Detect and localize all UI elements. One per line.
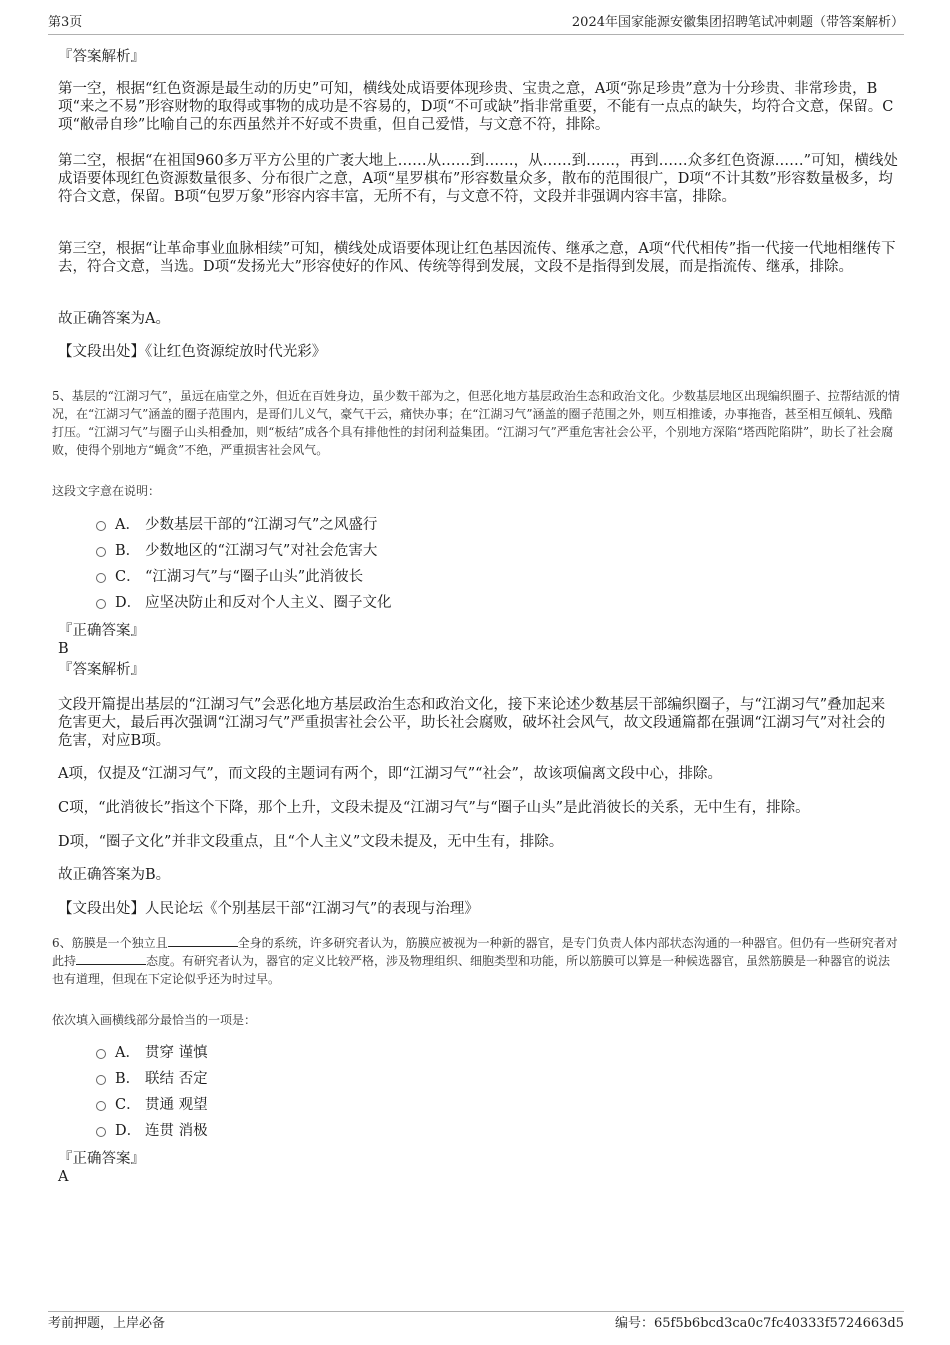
q4-analysis-paragraph-3: 第三空，根据“让革命事业血脉相续”可知，横线处成语要体现让红色基因流传、继承之意，A项“代代相传”指一代接一代地相继传下去，符合文意，当选。D项“发扬光大”形容使好的作风、传统等得到发展，文段不是指得到发展，而是指流传、继承，排除。 [58,241,896,275]
page-footer [48,1311,904,1334]
q4-conclusion: 故正确答案为A。 [58,311,170,327]
q4-analysis-label: 『答案解析』 [58,49,145,65]
option-text: 应坚决防止和反对个人主义、圈子文化 [145,595,392,611]
radio-icon[interactable] [96,1049,106,1059]
q6-stem [52,934,900,988]
document-title: 2024年国家能源安徽集团招聘笔试冲刺题（带答案解析） [571,15,904,30]
option-letter: B． [115,543,141,559]
q5-analysis-paragraph-1: 文段开篇提出基层的“江湖习气”会恶化地方基层政治生态和政治文化，接下来论述少数基层干部编织圈子，与“江湖习气”叠加起来危害更大，最后再次强调“江湖习气”严重损害社会公平，助长社会腐败，破坏社会风气，故文段通篇都在强调“江湖习气”对社会的危害，对应B项。 [58,697,886,749]
q5-option-d[interactable] [96,594,392,612]
q6-stem-part-1: 6、筋膜是一个独立且 [52,936,168,950]
option-letter: D． [115,1123,142,1139]
q4-analysis-paragraph-1: 第一空，根据“红色资源是最生动的历史”可知，横线处成语要体现珍贵、宝贵之意，A项“弥足珍贵”意为十分珍贵、非常珍贵，B项“来之不易”形容财物的取得或事物的成功是不容易的，D项“不可或缺”指非常重要，不能有一点点的缺失，均符合文意，保留。C项“敝帚自珍”比喻自己的东西虽然并不好或不贵重，但自己爱惜，与文意不符，排除。 [58,81,894,133]
q5-analysis-paragraph-2: A项，仅提及“江湖习气”，而文段的主题词有两个，即“江湖习气”“社会”，故该项偏离文段中心，排除。 [58,766,722,782]
radio-icon[interactable] [96,521,106,531]
radio-icon[interactable] [96,1075,106,1085]
q4-source: 【文段出处】《让红色资源绽放时代光彩》 [58,344,327,360]
q6-stem-part-3: 态度。有研究者认为，器官的定义比较严格，涉及物理组织、细胞类型和功能，所以筋膜可以算是一种候选器官，虽然筋膜是一种器官的说法也有道理，但现在下定论似乎还为时过早。 [52,954,891,986]
q6-stem-part-2: 全身的系统，许多研究者认为，筋膜应被视为一种新的器官，是专门负责人体内部状态沟通的一种器官。但仍有一些研究者对此持 [52,936,898,968]
q4-analysis-paragraph-2: 第二空，根据“在祖国960多万平方公里的广袤大地上……从……到……，从……到……，再到……众多红色资源……”可知，横线处成语要体现红色资源数量很多、分布很广之意，A项“星罗棋布”形容数量众多，散布的范围很广，D项“不计其数”形容数量极多，均符合文意，保留。B项“包罗万象”形容内容丰富，无所不有，与文意不符，文段并非强调内容丰富，排除。 [58,153,898,205]
option-letter: D． [115,595,142,611]
q5-answer: B [58,641,69,657]
q6-option-d[interactable] [96,1122,208,1140]
q5-option-a[interactable] [96,516,377,534]
q6-answer-label: 『正确答案』 [58,1151,145,1167]
page-number: 第3页 [48,15,83,30]
option-letter: C． [115,1097,141,1113]
option-text: 贯穿 谨慎 [145,1045,208,1061]
q5-prompt: 这段文字意在说明： [52,484,161,498]
option-text: 连贯 消极 [145,1123,208,1139]
footer-slogan: 考前押题，上岸必备 [48,1316,166,1331]
option-letter: C． [115,569,141,585]
q6-option-a[interactable] [96,1044,208,1062]
q6-prompt: 依次填入画横线部分最恰当的一项是： [52,1013,257,1027]
radio-icon[interactable] [96,573,106,583]
q6-option-c[interactable] [96,1096,208,1114]
option-text: 少数地区的“江湖习气”对社会危害大 [145,543,378,559]
q5-answer-label: 『正确答案』 [58,623,145,639]
option-letter: A． [115,517,140,533]
q5-analysis-paragraph-3: C项，“此消彼长”指这个下降，那个上升，文段未提及“江湖习气”与“圈子山头”是此消彼长的关系，无中生有，排除。 [58,800,810,816]
q5-option-c[interactable] [96,568,363,586]
option-letter: A． [115,1045,140,1061]
q6-answer: A [58,1169,69,1185]
q5-analysis-label: 『答案解析』 [58,662,145,678]
radio-icon[interactable] [96,1127,106,1137]
q5-stem: 5、基层的“江湖习气”，虽远在庙堂之外，但近在百姓身边，虽少数干部为之，但恶化地方基层政治生态和政治文化。少数基层地区出现编织圈子、拉帮结派的情况，在“江湖习气”涵盖的圈子范围内，是哥们儿义气，豪气干云，痛快办事；在“江湖习气”涵盖的圈子范围之外，则互相推诿，办事拖沓，甚至相互倾轧、残酷打压。“江湖习气”与圈子山头相叠加，则“板结”成各个具有排他性的封闭利益集团。“江湖习气”严重危害社会公平，个别地方深陷“塔西陀陷阱”，助长了社会腐败，使得个别地方“蝇贪”不绝，严重损害社会风气。 [52,389,900,457]
radio-icon[interactable] [96,599,106,609]
option-text: 联结 否定 [145,1071,208,1087]
radio-icon[interactable] [96,1101,106,1111]
document-id: 编号：65f5b6bcd3ca0c7fc40333f5724663d5 [614,1316,904,1331]
q6-option-b[interactable] [96,1070,208,1088]
option-text: 贯通 观望 [145,1097,208,1113]
option-text: “江湖习气”与“圈子山头”此消彼长 [145,569,364,585]
q5-conclusion: 故正确答案为B。 [58,867,171,883]
fill-blank-1 [168,934,238,947]
q5-source: 【文段出处】人民论坛《个别基层干部“江湖习气”的表现与治理》 [58,901,479,917]
option-letter: B． [115,1071,141,1087]
option-text: 少数基层干部的“江湖习气”之风盛行 [145,517,378,533]
fill-blank-2 [76,952,146,965]
page-header [48,14,904,35]
q5-option-b[interactable] [96,542,377,560]
radio-icon[interactable] [96,547,106,557]
q5-analysis-paragraph-4: D项，“圈子文化”并非文段重点，且“个人主义”文段未提及，无中生有，排除。 [58,834,564,850]
